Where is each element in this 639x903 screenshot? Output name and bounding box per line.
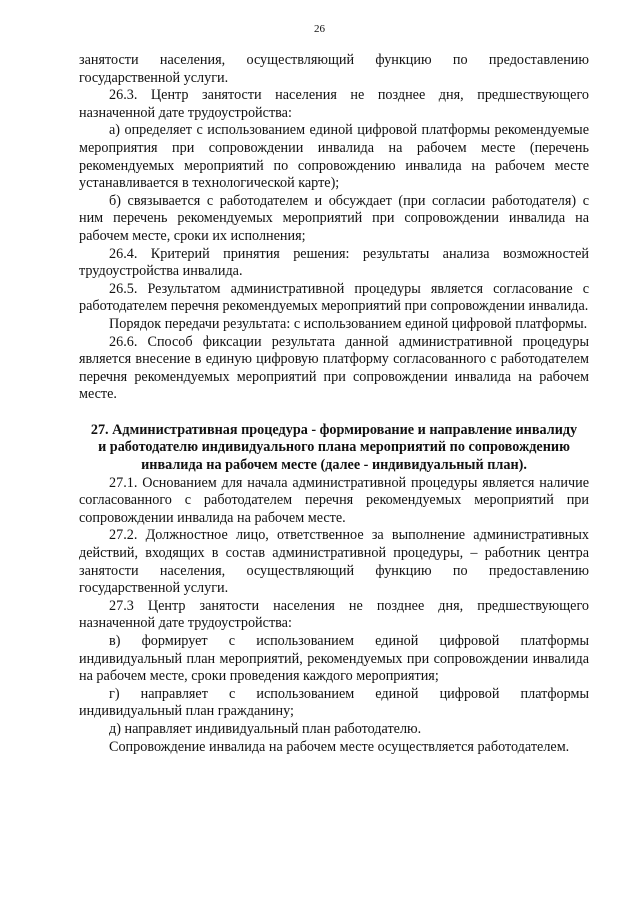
paragraph-26-3: 26.3. Центр занятости населения не позднее дня, предшествующего назначенной дате трудоустройства: bbox=[79, 87, 589, 121]
section-heading-27: 27. Административная процедура - формирование и направление инвалиду и работодателю индивидуального плана мероприятий по сопровождению инвалида на рабочем месте (далее - индивидуальный план). bbox=[90, 421, 578, 474]
paragraph-27-3-v: в) формирует с использованием единой цифровой платформы индивидуальный план мероприятий, рекомендуемых при сопровождении инвалида на рабочем месте, сроки проведения каждого мероприятия; bbox=[79, 633, 589, 685]
paragraph-27-1: 27.1. Основанием для начала административной процедуры является наличие согласованного с работодателем перечня рекомендуемых мероприятий при сопровождении инвалида на рабочем месте. bbox=[79, 474, 589, 526]
document-body bbox=[79, 52, 589, 756]
paragraph-27-2: 27.2. Должностное лицо, ответственное за выполнение административных действий, входящих в состав административной процедуры, – работник центра занятости населения, осуществляющий функцию по предоставлению государственной услуги. bbox=[79, 527, 589, 597]
paragraph-26-3-b: б) связывается с работодателем и обсуждает (при согласии работодателя) с ним перечень рекомендуемых мероприятий при сопровождении инвалида на рабочем месте, сроки их исполнения; bbox=[79, 192, 589, 244]
paragraph-result-transfer: Порядок передачи результата: с использованием единой цифровой платформы. bbox=[109, 315, 588, 332]
paragraph-27-3: 27.3 Центр занятости населения не позднее дня, предшествующего назначенной дате трудоустройства: bbox=[79, 597, 589, 632]
paragraph-26-3-a: а) определяет с использованием единой цифровой платформы рекомендуемые мероприятия при сопровождении инвалида на рабочем месте (перечень рекомендуемых мероприятий по сопровождению инвалида на рабочем месте устанавливается в технологической карте); bbox=[79, 122, 589, 192]
paragraph-26-6: 26.6. Способ фиксации результата данной административной процедуры является внесение в единую цифровую платформу согласованного с работодателем перечня рекомендуемых мероприятий при сопровождении инвалида на рабочем месте. bbox=[79, 333, 589, 403]
page-number: 26 bbox=[314, 23, 325, 35]
paragraph-support: Сопровождение инвалида на рабочем месте осуществляется работодателем. bbox=[109, 738, 570, 755]
paragraph-27-3-g: г) направляет с использованием единой цифровой платформы индивидуальный план гражданину; bbox=[79, 685, 589, 720]
paragraph-continuation: занятости населения, осуществляющий функцию по предоставлению государственной услуги. bbox=[79, 52, 589, 86]
paragraph-27-3-d: д) направляет индивидуальный план работодателю. bbox=[109, 720, 422, 737]
paragraph-26-5: 26.5. Результатом административной процедуры является согласование с работодателем перечня рекомендуемых мероприятий при сопровождении инвалида. bbox=[79, 280, 589, 315]
paragraph-26-4: 26.4. Критерий принятия решения: результаты анализа возможностей трудоустройства инвалида. bbox=[79, 245, 589, 280]
